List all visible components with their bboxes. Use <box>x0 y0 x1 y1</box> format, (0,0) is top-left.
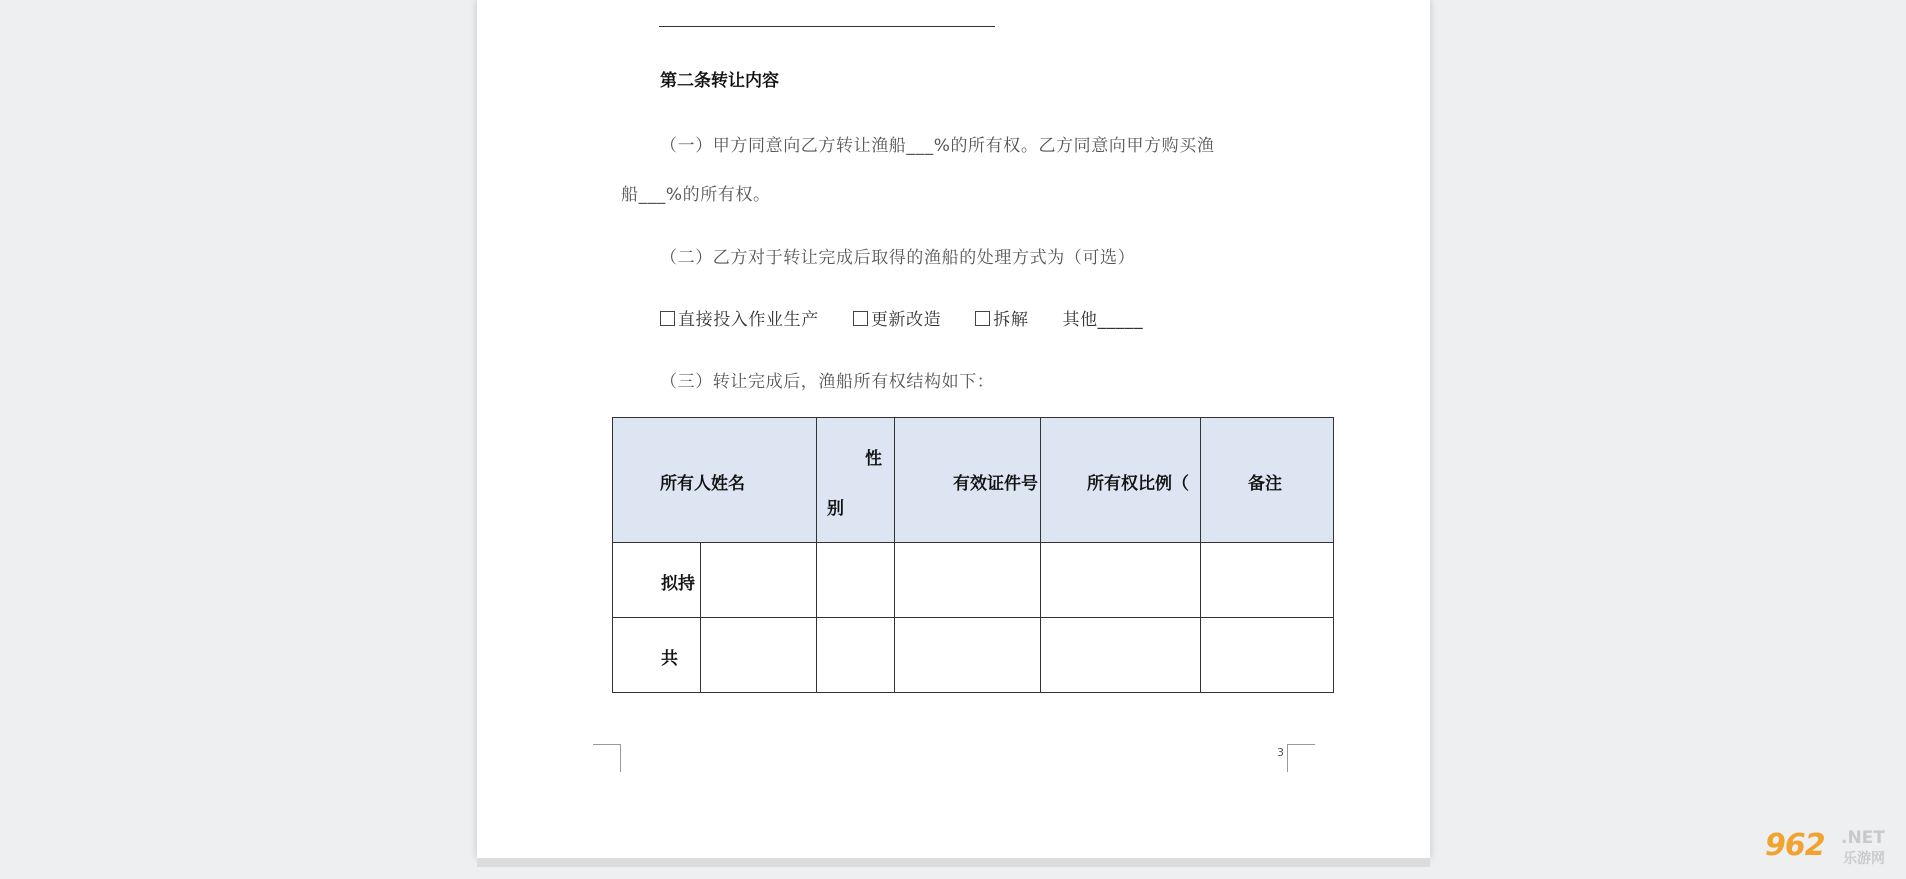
header-gender-top: 性 <box>865 449 882 469</box>
header-gender <box>817 418 895 543</box>
header-gender-bottom: 别 <box>827 499 844 519</box>
row-label: 拟持 <box>661 574 695 594</box>
table-cell[interactable] <box>895 543 1041 618</box>
watermark-net: .NET <box>1841 828 1885 848</box>
table-header-row <box>613 418 1334 543</box>
table-cell[interactable] <box>817 543 895 618</box>
header-owner-name <box>613 418 817 543</box>
table-cell[interactable] <box>817 618 895 693</box>
margin-corner-mark <box>1287 744 1288 772</box>
document-page <box>477 0 1430 858</box>
margin-corner-mark <box>593 744 621 745</box>
option-direct-production[interactable] <box>660 305 819 330</box>
table-cell[interactable] <box>1041 618 1201 693</box>
option-other[interactable] <box>1062 305 1143 330</box>
header-id-number <box>895 418 1041 543</box>
row-label: 共 <box>661 649 678 669</box>
header-owner-name-text: 所有人姓名 <box>660 474 745 494</box>
row-label-cell <box>613 618 701 693</box>
option-label: 直接投入作业生产 <box>678 310 819 330</box>
row-label-cell <box>613 543 701 618</box>
option-label: 更新改造 <box>870 310 942 330</box>
disposal-options <box>660 305 1143 330</box>
option-renovation[interactable] <box>853 305 941 330</box>
checkbox-icon[interactable] <box>975 311 990 326</box>
option-dismantle[interactable] <box>975 305 1028 330</box>
ownership-table <box>612 417 1334 693</box>
table-cell[interactable] <box>1201 618 1334 693</box>
header-remark <box>1201 418 1334 543</box>
signature-line <box>659 26 995 27</box>
option-label: 其他_____ <box>1062 310 1144 330</box>
section-title: 第二条转让内容 <box>660 71 779 91</box>
watermark-main: 962 <box>1765 828 1825 863</box>
clause-1-line-1: （一）甲方同意向乙方转让渔船___%的所有权。乙方同意向甲方购买渔 <box>660 136 1215 156</box>
page-number: 3 <box>1277 746 1284 759</box>
header-ratio <box>1041 418 1201 543</box>
site-watermark-logo <box>1765 826 1899 870</box>
table-cell[interactable] <box>701 618 817 693</box>
clause-3: （三）转让完成后，渔船所有权结构如下： <box>660 372 995 392</box>
option-label: 拆解 <box>993 310 1029 330</box>
header-id-number-text: 有效证件号 <box>953 474 1038 494</box>
margin-corner-mark <box>620 744 621 772</box>
table-row <box>613 543 1334 618</box>
table-cell[interactable] <box>1041 543 1201 618</box>
table-cell[interactable] <box>701 543 817 618</box>
table-row <box>613 618 1334 693</box>
header-ratio-text: 所有权比例（ <box>1087 474 1189 494</box>
checkbox-icon[interactable] <box>853 311 868 326</box>
table-cell[interactable] <box>1201 543 1334 618</box>
page-bottom-shadow <box>477 858 1430 867</box>
watermark-sub: 乐游网 <box>1843 851 1885 867</box>
clause-1-line-2: 船___%的所有权。 <box>621 185 771 205</box>
checkbox-icon[interactable] <box>660 311 675 326</box>
margin-corner-mark <box>1287 744 1315 745</box>
clause-2: （二）乙方对于转让完成后取得的渔船的处理方式为（可选） <box>660 248 1136 268</box>
header-remark-text: 备注 <box>1248 474 1282 494</box>
table-cell[interactable] <box>895 618 1041 693</box>
